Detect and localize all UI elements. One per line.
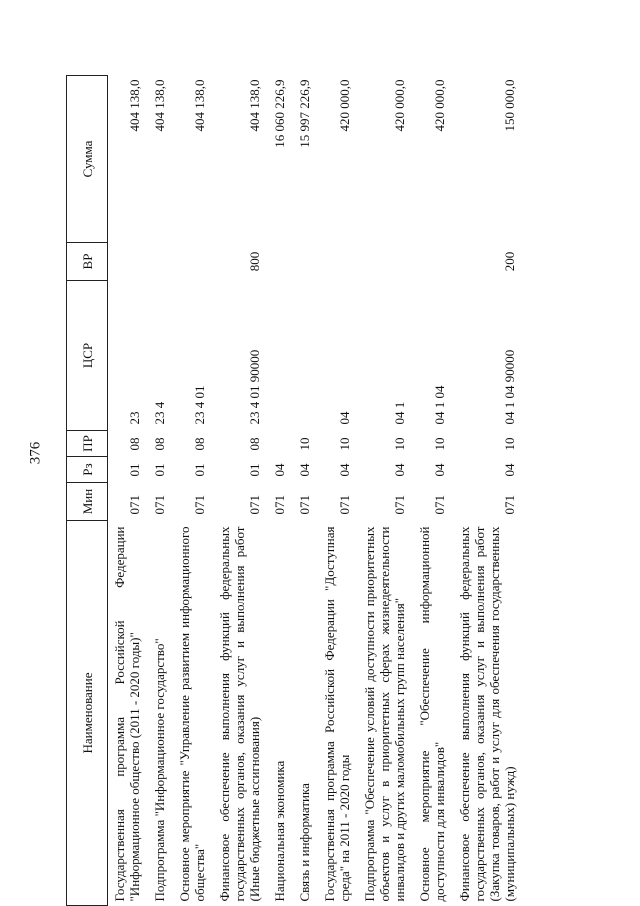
table-row <box>268 76 293 906</box>
row-name: Подпрограмма "Обеспечение условий доступности приоритетных объектов и услуг в приоритетных сферах жизнедеятельности инвалидов и других маломобильных групп населения" <box>362 526 407 902</box>
row-name: Основное мероприятие "Обеспечение информационной доступности для инвалидов" <box>417 526 447 902</box>
row-min: 071 <box>297 495 312 515</box>
row-vr <box>318 243 358 281</box>
row-rz: 01 <box>127 463 142 477</box>
row-min: 071 <box>392 495 407 515</box>
row-csr: 23 <box>127 411 142 425</box>
row-csr <box>268 281 293 431</box>
row-rz: 04 <box>432 463 447 477</box>
row-vr <box>108 243 149 281</box>
row-min: 071 <box>152 495 167 515</box>
row-sum: 420 000,0 <box>392 79 407 132</box>
row-name: Национальная экономика <box>272 760 287 902</box>
row-sum: 16 060 226,9 <box>272 79 287 148</box>
row-name: Финансовое обеспечение выполнения функций федеральных государственных органов, оказания услуг и выполнения работ (Иные бюджетные ассигнования) <box>217 526 262 902</box>
table-row <box>413 76 453 906</box>
row-min: 071 <box>502 495 517 515</box>
column-header-pr: ПР <box>67 431 108 457</box>
budget-table <box>66 75 523 906</box>
row-vr <box>358 243 413 281</box>
row-rz: 01 <box>152 463 167 477</box>
row-vr: 200 <box>502 251 517 272</box>
row-csr: 04 1 04 90000 <box>502 349 517 425</box>
row-min: 071 <box>192 495 207 515</box>
row-rz: 04 <box>272 463 287 477</box>
row-rz: 01 <box>247 463 262 477</box>
column-header-min: Мин <box>67 483 108 521</box>
row-min: 071 <box>432 495 447 515</box>
row-min: 071 <box>247 495 262 515</box>
table-row <box>293 76 318 906</box>
column-header-name: Наименование <box>67 521 108 906</box>
table-row <box>173 76 213 906</box>
row-pr: 08 <box>247 437 262 451</box>
row-csr: 04 1 <box>392 401 407 425</box>
row-pr: 08 <box>192 437 207 451</box>
row-min: 071 <box>272 495 287 515</box>
column-header-vr: ВР <box>67 243 108 281</box>
column-header-sum: Сумма <box>67 76 108 243</box>
row-min: 071 <box>337 495 352 515</box>
row-pr: 10 <box>337 437 352 451</box>
table-row <box>453 76 523 906</box>
row-sum: 420 000,0 <box>432 79 447 132</box>
row-name: Основное мероприятие "Управление развитием информационного общества" <box>177 526 207 902</box>
page-number: 376 <box>27 441 44 465</box>
row-name: Государственная программа Российской Федерации "Информационное общество (2011 - 2020 годы)" <box>112 526 142 902</box>
row-rz: 01 <box>192 463 207 477</box>
row-sum: 420 000,0 <box>337 79 352 132</box>
row-rz: 04 <box>337 463 352 477</box>
row-vr <box>268 243 293 281</box>
row-pr: 10 <box>392 437 407 451</box>
row-csr: 23 4 01 90000 <box>247 349 262 425</box>
row-min: 071 <box>127 495 142 515</box>
row-vr <box>413 243 453 281</box>
row-pr: 10 <box>297 437 312 451</box>
row-sum: 404 138,0 <box>192 79 207 132</box>
column-header-csr: ЦСР <box>67 281 108 431</box>
row-name: Связь и информатика <box>297 783 312 902</box>
row-vr <box>293 243 318 281</box>
table-row <box>213 76 268 906</box>
row-pr: 08 <box>152 437 167 451</box>
row-pr: 10 <box>432 437 447 451</box>
table-row <box>148 76 173 906</box>
row-pr: 10 <box>502 437 517 451</box>
row-csr: 23 4 <box>152 401 167 425</box>
row-name: Финансовое обеспечение выполнения функций федеральных государственных органов, оказания услуг и выполнения работ (Закупка товаров, работ и услуг для обеспечения государственных (муниципальных) нужд) <box>457 526 517 902</box>
row-rz: 04 <box>392 463 407 477</box>
table-row <box>108 76 149 906</box>
table-row <box>318 76 358 906</box>
table-header-row <box>67 76 108 906</box>
row-sum: 404 138,0 <box>152 79 167 132</box>
row-vr: 800 <box>247 251 262 272</box>
row-rz: 04 <box>502 463 517 477</box>
row-vr <box>148 243 173 281</box>
budget-table-sheet <box>66 76 604 906</box>
row-sum: 404 138,0 <box>247 79 262 132</box>
row-rz: 04 <box>297 463 312 477</box>
column-header-rz: Рз <box>67 457 108 483</box>
row-csr: 04 <box>337 411 352 425</box>
table-row <box>358 76 413 906</box>
row-name: Подпрограмма "Информационное государство" <box>152 638 167 902</box>
row-vr <box>173 243 213 281</box>
row-name: Государственная программа Российской Федерации "Доступная среда" на 2011 - 2020 годы <box>322 526 352 902</box>
row-csr <box>293 281 318 431</box>
row-csr: 04 1 04 <box>432 385 447 425</box>
row-pr: 08 <box>127 437 142 451</box>
row-pr <box>268 431 293 457</box>
row-sum: 404 138,0 <box>127 79 142 132</box>
row-sum: 150 000,0 <box>502 79 517 132</box>
row-csr: 23 4 01 <box>192 385 207 425</box>
row-sum: 15 997 226,9 <box>297 79 312 148</box>
